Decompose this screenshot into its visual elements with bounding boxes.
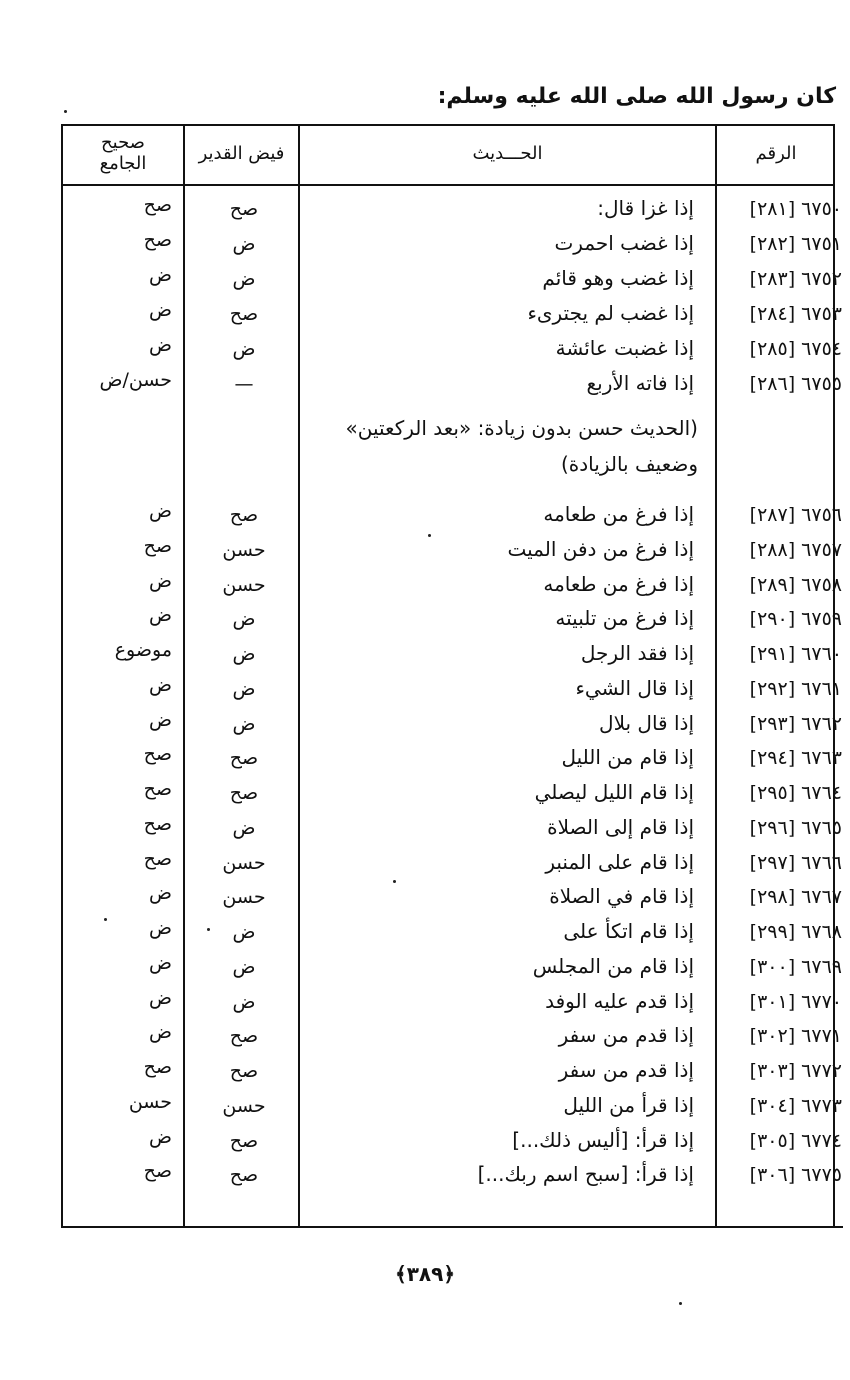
hadith-text: إذا قام على المنبر (545, 849, 694, 874)
faid-grade: صح (229, 782, 259, 804)
hadith-text: إذا غزا قال: (597, 196, 694, 220)
hadith-text: إذا فرغ من طعامه (543, 571, 694, 596)
hadith-number: ٦٧٧٤ [٣٠٥] (749, 1129, 842, 1152)
faid-grade: ض (232, 955, 256, 978)
hadith-number: ٦٧٦٨ [٢٩٩] (749, 921, 842, 943)
sahih-grade: صح (143, 194, 172, 216)
sahih-grade: صح (143, 778, 172, 800)
hadith-text: إذا قرأ: [أليس ذلك...] (512, 1127, 694, 1152)
sahih-grade: ض (149, 986, 172, 1009)
sahih-grade: صح (143, 1056, 172, 1078)
sahih-grade: ض (149, 334, 172, 356)
hadith-text: إذا غضبت عائشة (555, 336, 694, 360)
hadith-number: ٦٧٥٩ [٢٩٠] (749, 608, 842, 631)
sahih-grade: صح (143, 812, 172, 835)
sahih-grade: حسن (128, 1090, 172, 1113)
faid-grade: صح (229, 1060, 259, 1082)
hadith-text: إذا قام الليل ليصلي (534, 780, 694, 804)
sahih-grade: حسن/ض (99, 369, 172, 391)
hadith-text: إذا قام اتكأ على (563, 919, 694, 943)
hadith-text: إذا قام من المجلس (532, 953, 694, 978)
sahih-grade: صح (143, 229, 172, 251)
hadith-number: ٦٧٧٥ [٣٠٦] (749, 1164, 842, 1187)
faid-grade: صح (229, 198, 259, 220)
hadith-number: ٦٧٥٥ [٢٨٦] (749, 373, 842, 395)
hadith-number: ٦٧٦٩ [٣٠٠] (749, 955, 842, 978)
table-row (0, 369, 850, 403)
faid-grade: ض (232, 233, 256, 255)
table-row (0, 674, 850, 708)
faid-grade: صح (229, 1164, 259, 1187)
hadith-text: إذا غضب احمرت (554, 231, 694, 255)
page-number: ﴿٣٨٩﴾ (394, 1262, 456, 1286)
table-row (0, 639, 850, 673)
hadith-text: إذا قرأ من الليل (563, 1092, 694, 1117)
print-speck (393, 880, 396, 883)
table-row (0, 1160, 850, 1194)
hadith-text: إذا قام إلى الصلاة (547, 814, 694, 839)
hadith-text: إذا قام من الليل (561, 745, 694, 770)
faid-grade: ض (232, 921, 256, 943)
table-row (0, 813, 850, 847)
hadith-number: ٦٧٥٠ [٢٨١] (749, 198, 842, 220)
faid-grade: ض (232, 677, 256, 700)
table-row (0, 264, 850, 298)
hadith-number: ٦٧٥٤ [٢٨٥] (749, 338, 842, 360)
sahih-grade: ض (149, 604, 172, 627)
sahih-grade: ض (149, 1125, 172, 1148)
sahih-grade: صح (143, 847, 172, 870)
table-row (0, 952, 850, 986)
hadith-text: إذا فرغ من طعامه (543, 502, 694, 526)
table-row (0, 194, 850, 228)
hadith-number: ٦٧٥١ [٢٨٢] (749, 233, 842, 255)
faid-grade: صح (229, 504, 259, 526)
faid-grade: حسن (222, 573, 266, 596)
faid-grade: ض (232, 643, 256, 665)
sahih-grade: صح (143, 743, 172, 766)
table-bottom-rule (69, 1226, 843, 1228)
table-row (0, 1091, 850, 1125)
hadith-number: ٦٧٦٢ [٢٩٣] (749, 712, 842, 735)
hadith-number: ٦٧٥٢ [٢٨٣] (749, 268, 842, 290)
print-speck (64, 110, 67, 113)
sahih-grade: ض (149, 708, 172, 731)
hadith-text: إذا غضب وهو قائم (542, 266, 694, 290)
table-row (0, 334, 850, 368)
faid-grade: ض (232, 816, 256, 839)
hadith-number: ٦٧٦١ [٢٩٢] (749, 677, 842, 700)
sahih-grade: ض (149, 1021, 172, 1044)
hadith-number: ٦٧٦٥ [٢٩٦] (749, 816, 842, 839)
table-row (0, 778, 850, 812)
hadith-text: إذا قدم من سفر (558, 1058, 694, 1082)
sahih-grade: ض (149, 951, 172, 974)
sahih-grade: ض (149, 569, 172, 592)
hadith-number: ٦٧٥٨ [٢٨٩] (749, 573, 842, 596)
hadith-text: إذا قال بلال (599, 710, 694, 735)
table-row (0, 604, 850, 638)
faid-grade: حسن (222, 538, 266, 561)
hadith-text: إذا فرغ من دفن الميت (507, 536, 694, 561)
faid-grade: ض (232, 608, 256, 631)
faid-grade: ض (232, 990, 256, 1013)
table-row (0, 1056, 850, 1090)
hadith-text: إذا فاته الأربع (586, 371, 694, 395)
hadith-number: ٦٧٥٣ [٢٨٤] (749, 303, 842, 325)
hadith-text: إذا قدم من سفر (558, 1023, 694, 1048)
table-row (0, 987, 850, 1021)
print-speck (679, 1302, 682, 1305)
hadith-number: ٦٧٦٧ [٢٩٨] (749, 886, 842, 909)
hadith-text: إذا غضب لم يجترىء (527, 301, 694, 325)
hadith-number: ٦٧٧١ [٣٠٢] (749, 1025, 842, 1048)
faid-grade: حسن (222, 851, 266, 874)
table-row (0, 1126, 850, 1160)
table-row (0, 500, 850, 534)
table-row (0, 917, 850, 951)
faid-grade: ض (232, 268, 256, 290)
hadith-text: إذا فقد الرجل (580, 641, 694, 665)
faid-grade: ض (232, 712, 256, 735)
header-faid-al-qadir: فيض القدير (198, 142, 285, 164)
header-hadith: الحـــديث (472, 142, 543, 164)
hadith-number: ٦٧٦٦ [٢٩٧] (749, 851, 842, 874)
faid-grade: صح (229, 747, 259, 770)
table-row (0, 709, 850, 743)
hadith-number: ٦٧٧٢ [٣٠٣] (749, 1060, 842, 1082)
sahih-grade: صح (143, 534, 172, 557)
faid-grade: ض (232, 338, 256, 360)
hadith-number: ٦٧٧٣ [٣٠٤] (749, 1094, 842, 1117)
sahih-grade: صح (143, 1160, 172, 1183)
faid-grade: صح (229, 1025, 259, 1048)
hadith-number: ٦٧٧٠ [٣٠١] (749, 990, 842, 1013)
hadith-number: ٦٧٦٠ [٢٩١] (749, 643, 842, 665)
hadith-number: ٦٧٥٦ [٢٨٧] (749, 504, 842, 526)
hadith-number: ٦٧٥٧ [٢٨٨] (749, 538, 842, 561)
hadith-text: إذا فرغ من تلبيته (555, 606, 694, 631)
faid-grade: حسن (222, 886, 266, 909)
faid-grade: حسن (222, 1094, 266, 1117)
table-row (0, 229, 850, 263)
table-row (0, 535, 850, 569)
hadith-text: إذا قام في الصلاة (549, 884, 694, 909)
table-row (0, 1021, 850, 1055)
hadith-number: ٦٧٦٤ [٢٩٥] (749, 782, 842, 804)
header-separator (61, 184, 835, 186)
faid-grade: صح (229, 1129, 259, 1152)
print-speck (428, 534, 431, 537)
faid-grade: صح (229, 303, 259, 325)
sahih-grade: ض (149, 882, 172, 905)
hadith-text: إذا قرأ: [سبح اسم ربك...] (477, 1162, 694, 1187)
faid-grade: — (234, 373, 254, 395)
print-speck (207, 928, 210, 931)
sahih-grade: ض (149, 299, 172, 321)
page-heading: كان رسول الله صلى الله عليه وسلم: (437, 84, 836, 109)
sahih-grade: موضوع (114, 639, 172, 661)
header-sahih-al-jami: صحيح الجامع (99, 132, 147, 174)
sahih-grade: ض (149, 673, 172, 696)
table-row (0, 848, 850, 882)
header-number: الرقم (755, 142, 797, 164)
table-row (0, 570, 850, 604)
sahih-grade: ض (149, 917, 172, 939)
table-row (0, 743, 850, 777)
print-speck (104, 918, 107, 921)
hadith-number: ٦٧٦٣ [٢٩٤] (749, 747, 842, 770)
sahih-grade: ض (149, 264, 172, 286)
hadith-text: إذا قال الشيء (575, 675, 694, 700)
table-row (0, 882, 850, 916)
table-row (0, 299, 850, 333)
hadith-text: إذا قدم عليه الوفد (545, 988, 694, 1013)
hadith-note: (الحديث حسن بدون زيادة: «بعد الركعتين» وضعيف بالزيادة) (345, 416, 698, 476)
sahih-grade: ض (149, 500, 172, 522)
